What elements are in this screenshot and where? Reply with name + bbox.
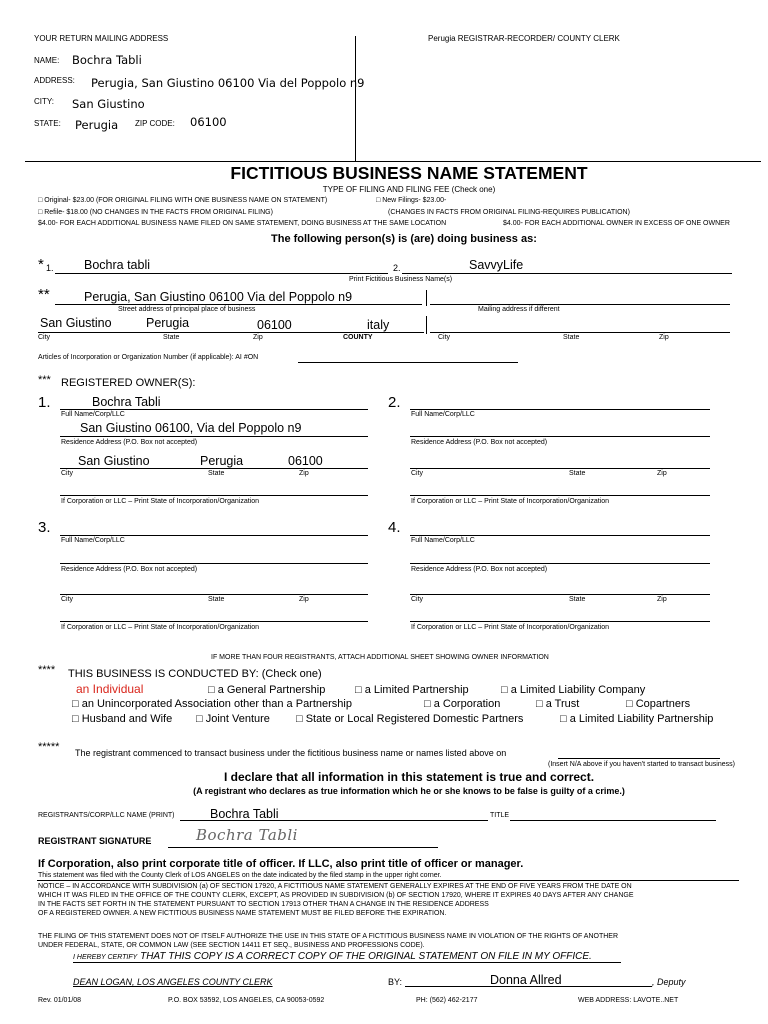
joint-venture-option[interactable]: □ Joint Venture xyxy=(196,713,270,725)
new-desc: (CHANGES IN FACTS FROM ORIGINAL FILING-REQUIRES PUBLICATION) xyxy=(388,209,630,216)
owner-2-cap-name: Full Name/Corp/LLC xyxy=(411,411,475,418)
filing-new-option[interactable] xyxy=(376,197,446,204)
business-names-caption: Print Fictitious Business Name(s) xyxy=(349,276,453,283)
cap-county: COUNTY xyxy=(343,334,373,341)
new-fee: New Filings- $23.00- xyxy=(382,197,447,204)
owner-2-city-line xyxy=(410,468,710,469)
refile-fee: Refile- $18.00 xyxy=(44,209,88,216)
state-field[interactable]: Perugia xyxy=(75,118,119,132)
signature-field[interactable]: Bochra Tabli xyxy=(196,826,298,844)
cap-state-2: State xyxy=(563,334,580,341)
notice-line: NOTICE – IN ACCORDANCE WITH SUBDIVISION (a) OF SECTION 17920, A FICTITIOUS NAME STATEMENT GENERALLY EXPIRES AT THE END OF FIVE YEARS FROM THE DATE ON xyxy=(38,883,632,890)
cap-city: City xyxy=(38,334,51,341)
husband-wife-option[interactable]: □ Husband and Wife xyxy=(72,713,173,725)
owner-1-cap-zip: Zip xyxy=(299,470,309,477)
owner-2-cap-zip: Zip xyxy=(657,470,667,477)
doing-business-heading: The following person(s) is (are) doing business as: xyxy=(271,233,537,245)
phone: PH: (562) 462-2177 xyxy=(416,997,478,1004)
owner-1-zip-field[interactable]: 06100 xyxy=(288,454,323,468)
notice-line: IN THE FACTS SET FORTH IN THE STATEMENT PURSUANT TO SECTION 17913 OTHER THAN A CHANGE IN THE RESIDENCE ADDRESS xyxy=(38,901,489,908)
cap-zip-2: Zip xyxy=(659,334,669,341)
owner-1-cap-city: City xyxy=(61,470,74,477)
owner-1-name-field[interactable]: Bochra Tabli xyxy=(92,395,161,409)
trust-option[interactable]: □ a Trust xyxy=(536,698,580,710)
corp-title-note: If Corporation, also print corporate title of officer. If LLC, also print title of officer or manager. xyxy=(38,858,524,870)
signature-label: REGISTRANT SIGNATURE xyxy=(38,836,152,846)
conducted-marker: **** xyxy=(38,664,56,676)
notice-rule xyxy=(37,880,739,881)
owner-3-city-line xyxy=(60,594,368,595)
address-marker: ** xyxy=(38,286,50,303)
checkbox-icon[interactable]: □ xyxy=(376,197,381,204)
cap-city-2: City xyxy=(438,334,451,341)
articles-label: Articles of Incorporation or Organization Number (if applicable): AI #ON xyxy=(38,354,259,361)
owner-4-cap-city: City xyxy=(411,596,424,603)
filed-note: This statement was filed with the County Clerk of LOS ANGELES on the date indicated by the filed stamp in the upper right corner. xyxy=(38,872,442,879)
original-fee: Original- $23.00 xyxy=(44,197,94,204)
certify-line xyxy=(73,951,592,962)
owner-2-cap-state: State xyxy=(569,470,586,477)
header-divider xyxy=(355,36,356,161)
owner-4-corp-line xyxy=(410,621,710,622)
revision: Rev. 01/01/08 xyxy=(38,997,82,1004)
owners-marker: *** xyxy=(38,374,51,386)
state-local-option[interactable]: □ State or Local Registered Domestic Partners xyxy=(296,713,524,725)
business-marker: * xyxy=(38,256,44,273)
business-county-field[interactable]: italy xyxy=(367,318,390,332)
limited-partnership-option[interactable]: □ a Limited Partnership xyxy=(355,684,469,696)
filing-statement-line: UNDER FEDERAL, STATE, OR COMMON LAW (SEE SECTION 14411 ET SEQ., BUSINESS AND PROFESSIONS CODE). xyxy=(38,942,425,949)
owner-4-cap-name: Full Name/Corp/LLC xyxy=(411,537,475,544)
owner-3-cap-zip: Zip xyxy=(299,596,309,603)
commenced-date-line[interactable] xyxy=(558,758,720,759)
business-city-field[interactable]: San Giustino xyxy=(40,316,112,330)
owner-2-number: 2. xyxy=(388,394,401,411)
name-field[interactable]: Bochra Tabli xyxy=(72,53,142,67)
certify-text: THAT THIS COPY IS A CORRECT COPY OF THE ORIGINAL STATEMENT ON FILE IN MY OFFICE. xyxy=(137,951,592,962)
print-name-label: REGISTRANTS/CORP/LLC NAME (PRINT) xyxy=(38,812,175,819)
checkbox-icon[interactable]: □ xyxy=(38,197,43,204)
header-rule xyxy=(25,161,761,162)
filing-statement-line: THE FILING OF THIS STATEMENT DOES NOT OF ITSELF AUTHORIZE THE USE IN THIS STATE OF A FICTITIOUS BUSINESS NAME IN VIOLATION OF THE RIGHTS OF ANOTHER xyxy=(38,933,619,940)
owner-1-state-field[interactable]: Perugia xyxy=(200,454,244,468)
llc-option[interactable]: □ a Limited Liability Company xyxy=(501,684,646,696)
zip-field[interactable]: 06100 xyxy=(190,115,227,129)
commenced-text: The registrant commenced to transact business under the fictitious business name or names listed above on xyxy=(75,748,507,758)
owner-2-address-line xyxy=(410,436,710,437)
corporation-option[interactable]: □ a Corporation xyxy=(424,698,501,710)
business-state-field[interactable]: Perugia xyxy=(146,316,190,330)
owner-2-name-line xyxy=(410,409,710,410)
owner-1-address-line xyxy=(60,436,368,437)
mailing-city-divider xyxy=(426,316,427,334)
filing-original-option[interactable] xyxy=(38,197,327,204)
notice-line: WHICH IT WAS FILED IN THE OFFICE OF THE COUNTY CLERK, EXCEPT, AS PROVIDED IN SUBDIVISION (b) OF SECTION 17920, WHERE IT EXPIRES 40 DAYS AFTER ANY CHANGE xyxy=(38,892,634,899)
business-address-field[interactable]: Perugia, San Giustino 06100 Via del Poppolo n9 xyxy=(84,290,353,304)
general-partnership-option[interactable]: □ a General Partnership xyxy=(208,684,326,696)
declare-heading: I declare that all information in this statement is true and correct. xyxy=(223,770,595,784)
owner-3-cap-city: City xyxy=(61,596,74,603)
business-name-1-line xyxy=(55,273,388,274)
form-title: FICTITIOUS BUSINESS NAME STATEMENT xyxy=(230,163,588,183)
return-address-label: YOUR RETURN MAILING ADDRESS xyxy=(34,34,169,43)
certify-prefix: I HEREBY CERTIFY xyxy=(73,954,138,961)
owner-3-cap-residence: Residence Address (P.O. Box not accepted) xyxy=(61,566,198,573)
certify-rule xyxy=(73,962,621,963)
more-registrants-note: IF MORE THAN FOUR REGISTRANTS, ATTACH ADDITIONAL SHEET SHOWING OWNER INFORMATION xyxy=(211,654,549,661)
individual-option[interactable]: an Individual xyxy=(76,682,144,696)
business-name-2-line xyxy=(402,273,732,274)
owner-3-cap-state: State xyxy=(208,596,225,603)
mailing-city-line xyxy=(430,332,730,333)
conducted-label: THIS BUSINESS IS CONDUCTED BY: (Check one) xyxy=(68,668,322,680)
business-zip-field[interactable]: 06100 xyxy=(257,318,292,332)
city-label: CITY: xyxy=(34,97,55,106)
owner-4-number: 4. xyxy=(388,519,401,536)
owner-2-cap-corp: If Corporation or LLC – Print State of Incorporation/Organization xyxy=(411,498,610,505)
by-label: BY: xyxy=(388,977,403,987)
owner-4-cap-state: State xyxy=(569,596,586,603)
owner-3-corp-line xyxy=(60,621,368,622)
mailing-address-line xyxy=(430,304,730,305)
web-address: WEB ADDRESS: LAVOTE..NET xyxy=(578,997,679,1004)
owner-3-cap-corp: If Corporation or LLC – Print State of Incorporation/Organization xyxy=(61,624,260,631)
city-field[interactable]: San Giustino xyxy=(72,97,145,111)
owner-2-cap-city: City xyxy=(411,470,424,477)
owners-label: REGISTERED OWNER(S): xyxy=(61,377,196,389)
owner-4-name-line xyxy=(410,535,710,536)
by-line xyxy=(405,986,652,987)
business-name-2-number: 2. xyxy=(393,263,401,273)
owner-2-corp-line xyxy=(410,495,710,496)
owner-1-corp-line xyxy=(60,495,368,496)
additional-name-fee: $4.00- FOR EACH ADDITIONAL BUSINESS NAME FILED ON SAME STATEMENT, DOING BUSINESS AT THE SAME LOCATION xyxy=(38,220,447,227)
owner-1-city-line xyxy=(60,468,368,469)
commenced-note: (Insert N/A above if you haven't started to transact business) xyxy=(548,761,735,768)
owner-3-number: 3. xyxy=(38,519,51,536)
owner-4-cap-zip: Zip xyxy=(657,596,667,603)
business-name-1-number: 1. xyxy=(46,263,54,273)
declare-subheading: (A registrant who declares as true information which he or she knows to be false is guilty of a crime.) xyxy=(193,786,625,796)
owner-1-address-field[interactable]: San Giustino 06100, Via del Poppolo n9 xyxy=(80,421,302,435)
refile-desc: (NO CHANGES IN THE FACTS FROM ORIGINAL FILING) xyxy=(89,209,273,216)
deputy-label: , Deputy xyxy=(652,977,686,987)
owner-1-cap-residence: Residence Address (P.O. Box not accepted) xyxy=(61,439,198,446)
llp-option[interactable]: □ a Limited Liability Partnership xyxy=(560,713,714,725)
owner-1-city-field[interactable]: San Giustino xyxy=(78,454,150,468)
notice-line: OF A REGISTERED OWNER. A NEW FICTITIOUS BUSINESS NAME STATEMENT MUST BE FILED BEFORE THE EXPIRATION. xyxy=(38,910,447,917)
owner-3-cap-name: Full Name/Corp/LLC xyxy=(61,537,125,544)
city-line xyxy=(38,332,424,333)
cap-state: State xyxy=(163,334,180,341)
original-desc: (FOR ORIGINAL FILING WITH ONE BUSINESS NAME ON STATEMENT) xyxy=(95,197,328,204)
address-caption: Street address of principal place of business xyxy=(118,306,256,313)
owner-1-cap-name: Full Name/Corp/LLC xyxy=(61,411,125,418)
clerk-name: DEAN LOGAN, LOS ANGELES COUNTY CLERK xyxy=(73,977,273,987)
business-name-1-field[interactable]: Bochra tabli xyxy=(84,258,151,272)
business-name-2-field[interactable]: SavvyLife xyxy=(469,258,524,272)
owner-4-cap-residence: Residence Address (P.O. Box not accepted) xyxy=(411,566,548,573)
additional-owner-fee: $4.00- FOR EACH ADDITIONAL OWNER IN EXCESS OF ONE OWNER xyxy=(503,220,730,227)
filing-statement-block xyxy=(38,932,618,950)
po-box: P.O. BOX 53592, LOS ANGELES, CA 90053-0592 xyxy=(168,997,325,1004)
address-label: ADDRESS: xyxy=(34,76,75,85)
name-label: NAME: xyxy=(34,56,60,65)
cap-zip: Zip xyxy=(253,334,263,341)
filing-refile-option[interactable] xyxy=(38,209,273,216)
business-address-line xyxy=(55,304,422,305)
title-label: TITLE xyxy=(490,812,510,819)
print-name-line xyxy=(180,820,488,821)
title-line[interactable] xyxy=(510,820,716,821)
articles-line xyxy=(298,362,518,363)
signature-line xyxy=(168,847,438,848)
address-field[interactable]: Perugia, San Giustino 06100 Via del Poppolo n9 xyxy=(91,76,365,90)
owner-4-address-line xyxy=(410,563,710,564)
owner-3-name-line xyxy=(60,535,368,536)
owner-1-name-line xyxy=(60,409,368,410)
mailing-divider xyxy=(426,290,427,306)
by-field[interactable]: Donna Allred xyxy=(490,973,562,987)
owner-4-city-line xyxy=(410,594,710,595)
copartners-option[interactable]: □ Copartners xyxy=(626,698,691,710)
owner-1-cap-corp: If Corporation or LLC – Print State of Incorporation/Organization xyxy=(61,498,260,505)
owner-1-number: 1. xyxy=(38,394,51,411)
owner-2-cap-residence: Residence Address (P.O. Box not accepted) xyxy=(411,439,548,446)
clerk-label: Perugia REGISTRAR-RECORDER/ COUNTY CLERK xyxy=(428,34,620,43)
owner-3-address-line xyxy=(60,563,368,564)
owner-1-cap-state: State xyxy=(208,470,225,477)
filing-type-label: TYPE OF FILING AND FILING FEE (Check one) xyxy=(322,185,496,194)
commenced-marker: ***** xyxy=(38,741,60,753)
checkbox-icon[interactable]: □ xyxy=(38,209,43,216)
notice-block xyxy=(38,882,634,918)
print-name-field[interactable]: Bochra Tabli xyxy=(210,807,279,821)
owner-4-cap-corp: If Corporation or LLC – Print State of Incorporation/Organization xyxy=(411,624,610,631)
zip-label: ZIP CODE: xyxy=(135,119,175,128)
association-option[interactable]: □ an Unincorporated Association other than a Partnership xyxy=(72,698,352,710)
mailing-caption: Mailing address if different xyxy=(478,306,560,313)
state-label: STATE: xyxy=(34,119,61,128)
